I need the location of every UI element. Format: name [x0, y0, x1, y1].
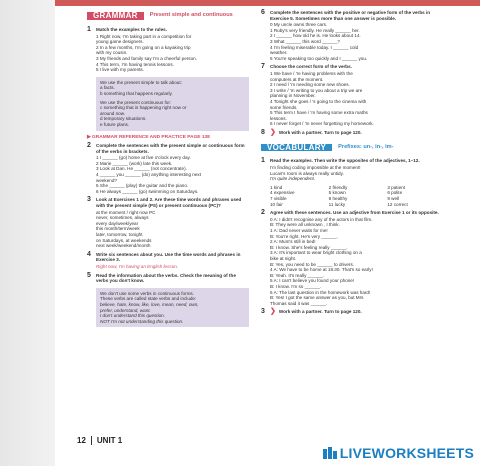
reference-text: GRAMMAR REFERENCE AND PRACTICE PAGE 138	[92, 134, 210, 140]
exercise-instruction: Agree with these sentences. Use an adjective from Exercise 1 or its opposite.	[270, 210, 439, 216]
list-item: 4 ______ you ______ (do) anything interesting next	[96, 172, 201, 178]
exercise-instruction: Complete the sentences with the present simple or continuous form of the verbs in brackets.	[96, 143, 245, 154]
grammar-title: Present simple and continuous	[149, 12, 233, 19]
list-item: weekend?	[96, 177, 117, 183]
dialogue-line: Thomas said it was ______.	[270, 300, 328, 306]
box-line: prefer, understand, want.	[100, 307, 151, 313]
exercise-instruction: Complete the sentences with the positive or negative form of the verbs in Exercise 5. Sometimes more than one answer is possible.	[270, 10, 431, 21]
unit-label: UNIT 1	[96, 436, 123, 445]
box-line: These verbs are called state verbs and include:	[100, 296, 197, 302]
exercise-number: 3	[261, 308, 265, 316]
list-item: 4 This term, I'm having tennis lessons.	[96, 61, 174, 67]
list-item: some friends.	[270, 104, 298, 110]
grammar-ex2-items	[96, 155, 249, 194]
exercise-number: 3	[87, 196, 91, 204]
exercise-number: 7	[261, 63, 265, 71]
list-item: 6 I never forget / 'm never forgetting my homework.	[270, 121, 374, 127]
exercise-number: 8	[261, 128, 265, 136]
list-item: every day/week/year	[96, 220, 139, 226]
exercise-instruction: Read the information about the verbs. Check the meaning of the verbs you don't know.	[96, 272, 236, 284]
grammar-banner	[87, 10, 249, 22]
adjective-item: 3 patient	[387, 184, 405, 190]
grammar-rules-box	[96, 77, 249, 131]
exercise-number: 5	[87, 271, 91, 279]
list-item: later, tomorrow, tonight	[96, 232, 143, 237]
list-item: 3 What ______ this word ______?	[270, 38, 340, 44]
list-item: this month/term/week	[96, 226, 140, 232]
dialogue-line: 6 A: The last question in the homework was hard!	[270, 289, 371, 295]
grammar-exercise-6	[261, 10, 446, 21]
exercise-number: 4	[87, 250, 91, 258]
grammar-exercise-5	[87, 273, 249, 284]
list-item: next week/weekend/month	[96, 243, 151, 249]
list-item: 3 My friends and family say I'm a cheerful person.	[96, 55, 197, 61]
pairwork-text: Work with a partner. Turn to page 120.	[278, 129, 362, 135]
list-item: 2 I need / 'm needing some new shoes.	[270, 82, 350, 88]
list-item: computers at the moment.	[270, 76, 324, 82]
list-item: 1 Ruby's very friendly. He really ______ her.	[270, 27, 360, 33]
liveworksheets-logo[interactable]	[323, 445, 474, 461]
dialogue-line: B: They were all unknown , I think.	[270, 222, 340, 228]
example-line: I'm finding coding impossible at the moment!	[270, 165, 361, 171]
exercise-instruction: Look at Exercises 1 and 2. Are these time words and phrases used with the present simple (PS) or present continuous (PC)?	[96, 197, 242, 209]
list-item: on Saturdays, at weekends	[96, 237, 152, 243]
dialogue-line: 1 A: Dad never waits for me!	[270, 228, 328, 233]
adjective-item: 4 expensive	[270, 190, 295, 196]
box-line: believe, hate, know, like, love, mean, need, own,	[100, 301, 199, 307]
list-item: planning in November.	[270, 93, 316, 99]
example-sentence: Right now, I'm having an English lesson.	[96, 263, 179, 269]
rule-line: d temporary situations.	[100, 116, 147, 122]
ex7-items	[270, 71, 446, 127]
vocab-exercise-1	[261, 158, 446, 164]
exercise-instruction: Match the examples to the rules.	[96, 27, 167, 32]
adjective-item: 5 known	[328, 190, 346, 196]
rule-line: e future plans.	[100, 121, 130, 127]
example-line: I'm quite independent.	[270, 176, 316, 182]
adjective-item: 10 fair	[270, 201, 283, 207]
dialogue-line: B: Yes! I got the same answer as you, but Mrs	[270, 295, 364, 301]
list-item: 1 Right now, I'm taking part in a competition for	[96, 33, 192, 39]
ex8-pairwork[interactable]	[261, 130, 446, 136]
grammar-ex3-items	[96, 210, 249, 249]
logo-icon	[323, 447, 337, 459]
state-verbs-box	[96, 288, 249, 328]
list-item: 4 Tonight she goes / 's going to the cinema with	[270, 98, 367, 104]
list-item: weather.	[270, 50, 288, 56]
dialogue-line: bike at night.	[270, 255, 297, 261]
grammar-exercise-2	[87, 143, 249, 154]
arrow-icon: ❯	[270, 308, 276, 316]
vocab-ex2-items	[270, 217, 446, 307]
list-item: at the moment / right now PC	[96, 209, 156, 215]
vocab-ex3-pairwork[interactable]	[261, 309, 446, 315]
vocab-examples	[270, 165, 446, 182]
dialogue-line: 3 A: It's important to wear bright clothing on a	[270, 250, 362, 256]
grammar-ex1-items	[96, 34, 249, 73]
list-item: 3 Look at Dan. He ______ (not concentrate).	[96, 166, 187, 172]
list-item: 5 This term I have / 'm having some extra maths	[270, 110, 368, 116]
rule-line: We use the present simple to talk about:	[100, 79, 182, 85]
dialogue-line: B: Yes, you need to be ______ to drivers.	[270, 261, 355, 267]
list-item: young game designers.	[96, 39, 144, 45]
adjective-item: 9 well	[387, 196, 400, 202]
exercise-number: 2	[261, 209, 265, 217]
box-line: NOT I'm not understanding this question.	[100, 318, 184, 324]
top-color-bar	[55, 0, 480, 6]
grammar-label: GRAMMAR	[87, 12, 144, 20]
exercise-number: 2	[87, 142, 91, 150]
grammar-reference-link[interactable]: ▶ GRAMMAR REFERENCE AND PRACTICE PAGE 138	[87, 134, 210, 140]
vocabulary-title: Prefixes: un-, in-, im-	[338, 143, 394, 150]
list-item: 5 You're speaking too quickly and I ______ you.	[270, 55, 368, 61]
adjective-grid	[270, 185, 446, 207]
adjective-item: 8 healthy	[328, 196, 348, 202]
list-item: never, sometimes, always	[96, 215, 149, 221]
grammar-exercise-4	[87, 252, 249, 263]
adjective-item: 2 friendly	[328, 184, 348, 190]
left-column	[87, 10, 249, 331]
vocab-exercise-2	[261, 210, 446, 216]
exercise-number: 1	[87, 26, 91, 33]
list-item: 2 In a few months, I'm going on a kayaking trip	[96, 44, 191, 50]
page-footer	[77, 436, 122, 445]
list-item: with my cousin.	[96, 50, 128, 56]
page-number: 12	[77, 436, 92, 445]
exercise-instruction: Write six sentences about you. Use the time words and phrases in Exercise 3.	[96, 251, 241, 263]
logo-text: LIVEWORKSHEETS	[339, 445, 474, 461]
pairwork-text: Work with a partner. Turn to page 120.	[278, 309, 362, 315]
dialogue-line: B: You're right. He's very ______.	[270, 233, 338, 239]
grammar-exercise-3	[87, 197, 249, 208]
left-margin-shade	[0, 0, 55, 466]
list-item: 4 I'm feeling miserable today. I ______ cold	[270, 44, 359, 50]
dialogue-line: B: I know. I'm so ______.	[270, 283, 322, 289]
vocabulary-label: VOCABULARY	[261, 144, 332, 152]
rule-line: around now.	[100, 110, 126, 116]
grammar-exercise-7	[261, 64, 446, 70]
rule-line: We use the present continuous for:	[100, 99, 172, 105]
rule-line: a facts.	[100, 85, 115, 91]
adjective-item: 6 polite	[387, 190, 403, 196]
adjective-item: 1 kind	[270, 184, 283, 190]
arrow-icon: ❯	[270, 128, 276, 136]
dialogue-line: 5 A: I can't believe you found your phone!	[270, 278, 355, 284]
example-line: Lucas's room is always really untidy.	[270, 170, 344, 176]
dialogue-line: 4 A: We have to be home at 18.30. That's so early!	[270, 267, 373, 273]
ex6-items	[270, 22, 446, 61]
box-line: We don't use some verbs in continuous forms.	[100, 290, 194, 296]
worksheet-page	[55, 0, 480, 466]
list-item: 2 I ______ how old he is. He looks about 14.	[270, 33, 361, 39]
exercise-instruction: Choose the correct form of the verbs.	[270, 64, 352, 70]
dialogue-line: 2 A: Mum's still in bed!	[270, 239, 316, 245]
list-item: 1 We have / 're having problems with the	[270, 70, 353, 76]
list-item: 5 I live with my parents.	[96, 67, 144, 73]
rule-line: c something that is happening right now or	[100, 105, 187, 111]
dialogue-line: B: Yeah. It's really ______.	[270, 272, 325, 278]
box-line: I don't understand this question.	[100, 313, 165, 319]
vocabulary-banner	[261, 141, 446, 153]
adjective-item: 11 lucky	[328, 201, 346, 207]
exercise-number: 1	[261, 157, 265, 165]
list-item: 3 I write / 'm writing to you about a trip we are	[270, 87, 363, 93]
list-item: 1 I ______ (go) home at five o'clock every day.	[96, 155, 191, 161]
dialogue-line: 0 A: I didn't recognise any of the actors in that film.	[270, 216, 373, 222]
dialogue-line: B: I know. She's feeling really ______.	[270, 244, 348, 250]
list-item: 0 My uncle owns three cars.	[270, 22, 328, 28]
adjective-item: 7 visible	[270, 196, 287, 202]
right-column	[261, 10, 446, 318]
exercise-number: 6	[261, 9, 265, 16]
list-item: 6 He always ______ (go) swimming on Saturdays.	[96, 188, 199, 194]
grammar-exercise-1	[87, 27, 249, 33]
rule-line: b something that happens regularly.	[100, 90, 173, 96]
adjective-item: 12 correct	[387, 201, 408, 207]
exercise-instruction: Read the examples. Then write the opposites of the adjectives, 1–12.	[270, 158, 420, 164]
list-item: 2 Marie ______ (work) late this week.	[96, 160, 173, 166]
list-item: lessons.	[270, 115, 287, 121]
list-item: 5 She ______ (play) the guitar and the piano.	[96, 183, 189, 189]
